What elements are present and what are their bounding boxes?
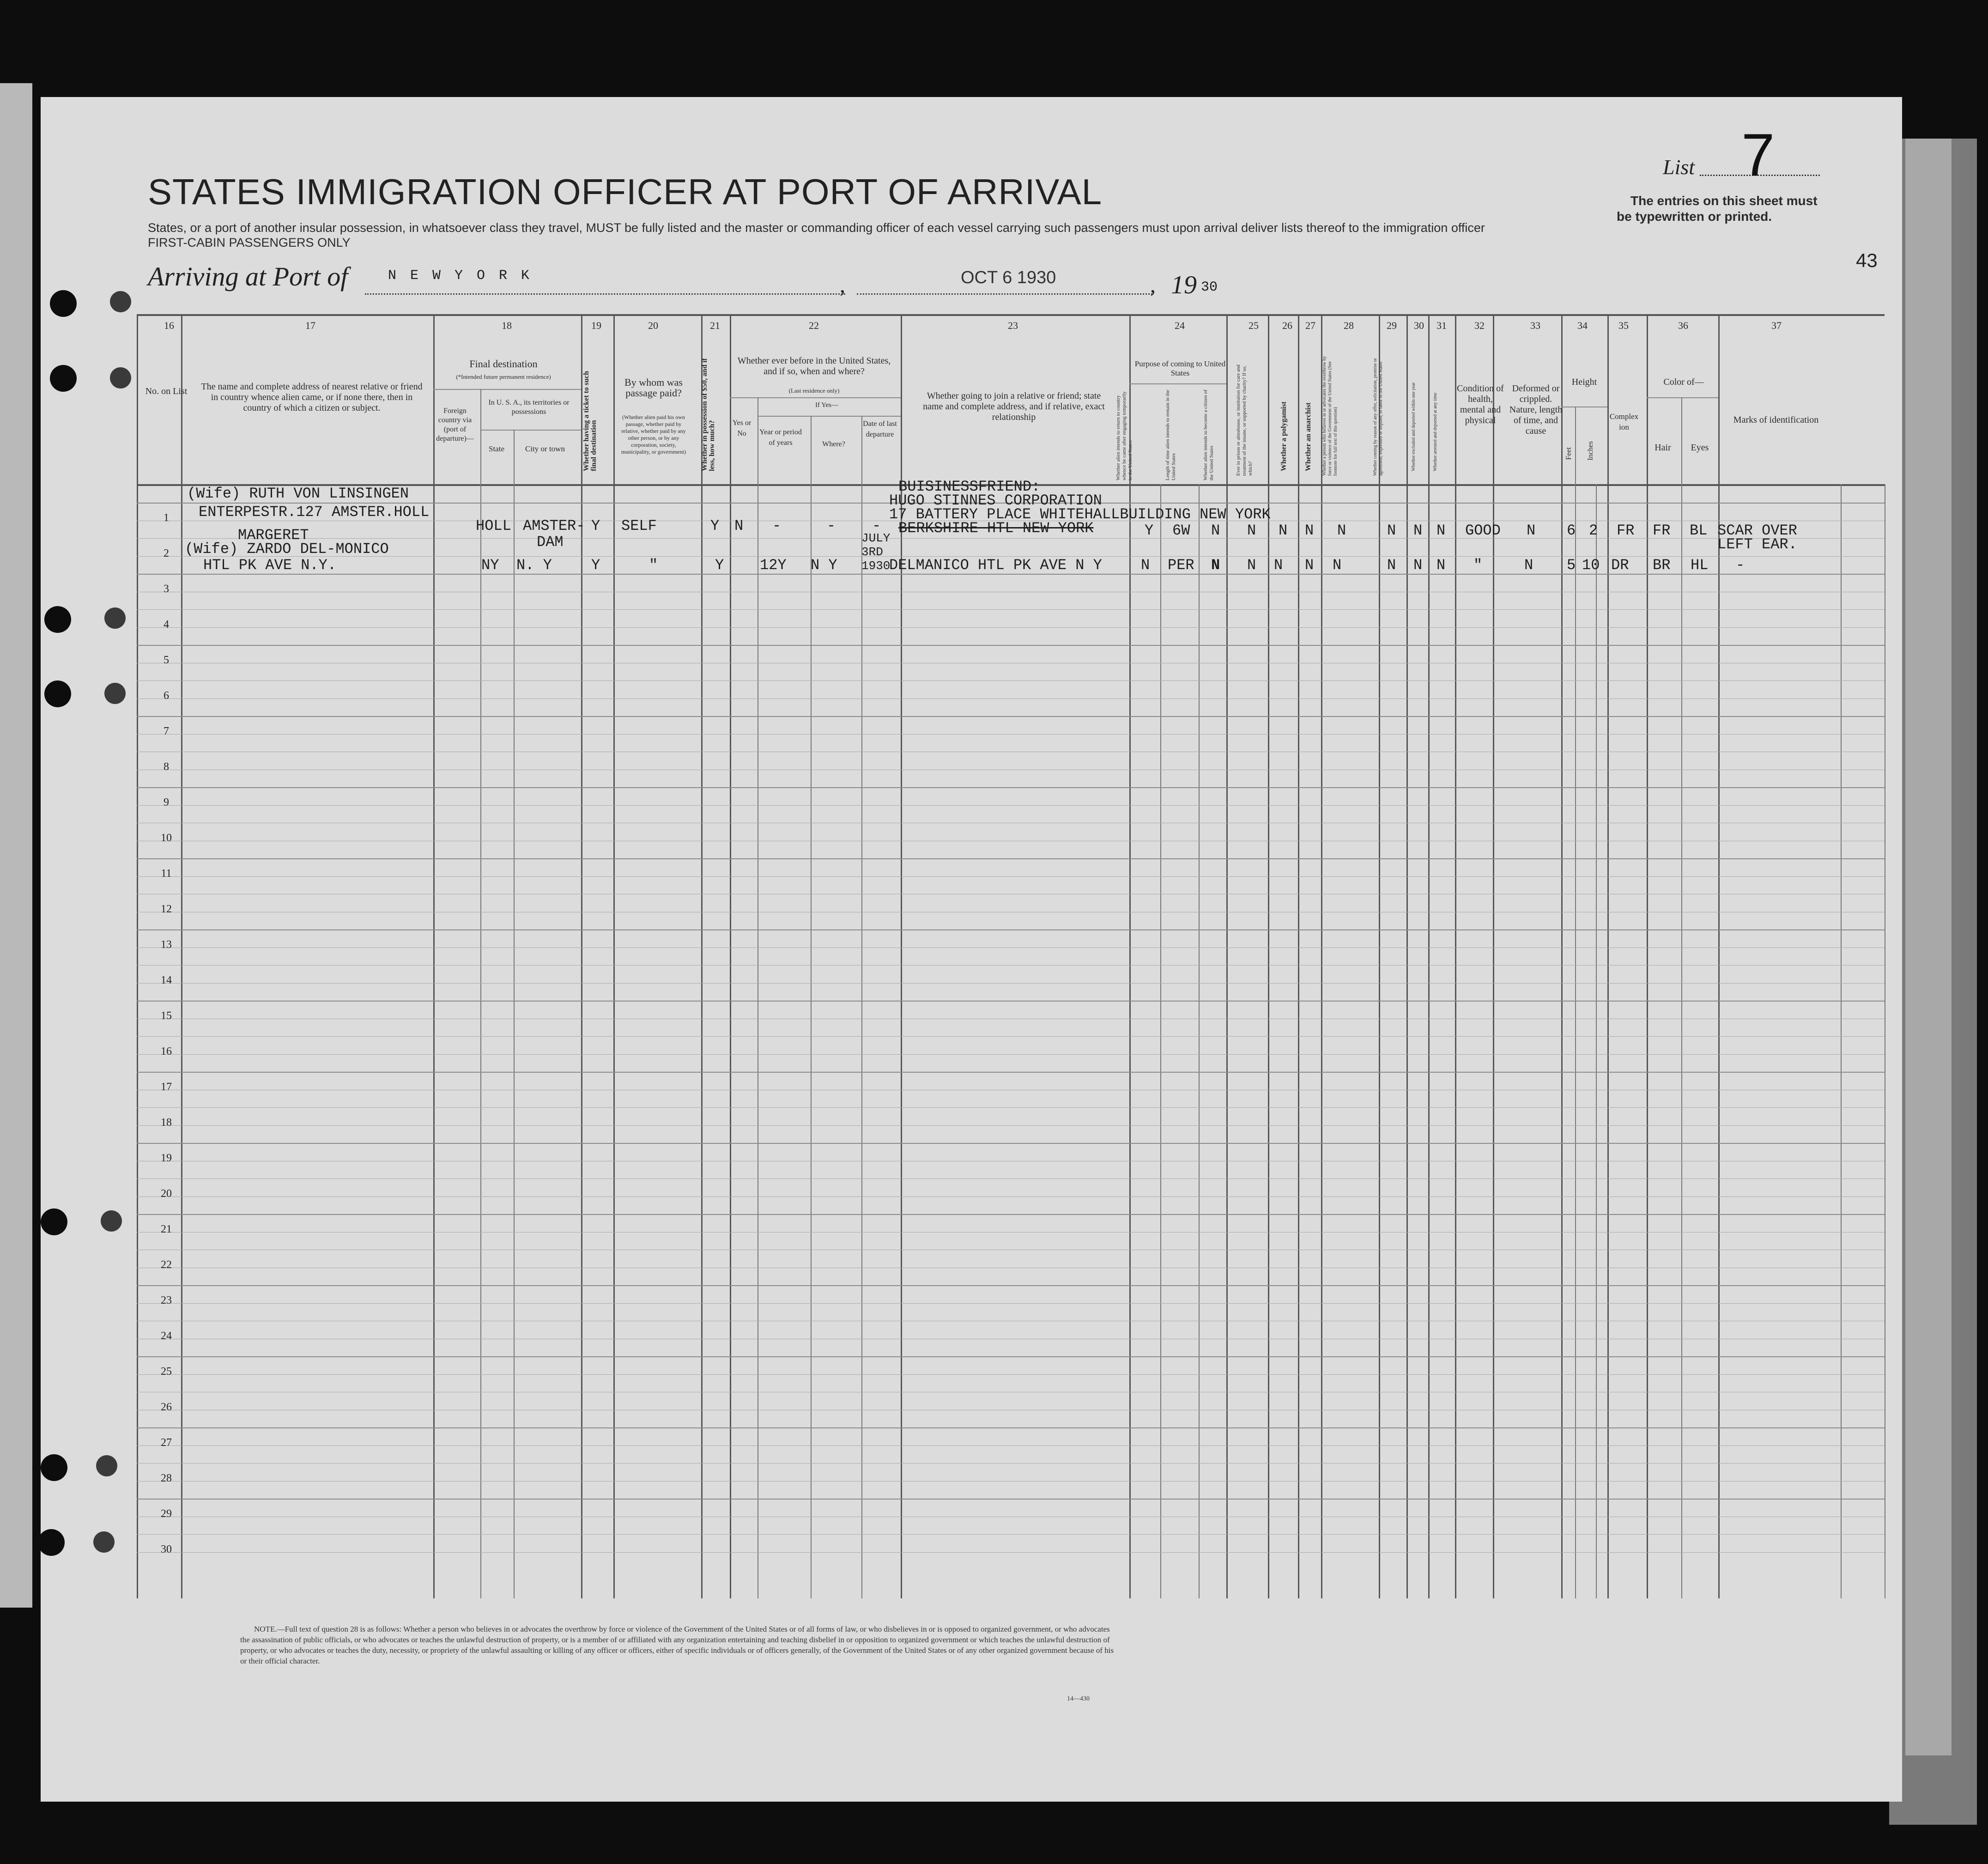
table-column-rule bbox=[181, 314, 182, 1598]
table-column-rule bbox=[1841, 484, 1842, 1598]
table-column-rule bbox=[1455, 314, 1456, 1598]
row-number: 6 bbox=[164, 690, 169, 702]
table-row-rule bbox=[137, 1214, 1885, 1215]
row-number: 27 bbox=[161, 1437, 172, 1449]
table-column-rule bbox=[1379, 314, 1380, 1598]
table-row-rule bbox=[137, 1427, 1885, 1428]
colnum-20: 20 bbox=[648, 320, 658, 331]
port-name: N E W Y O R K bbox=[388, 268, 533, 284]
binder-hole bbox=[41, 1454, 67, 1481]
table-half-rule bbox=[137, 1374, 1885, 1375]
row2-ticket: Y bbox=[591, 557, 600, 574]
list-label: List bbox=[1663, 155, 1695, 179]
row-number: 8 bbox=[164, 761, 169, 773]
table-row-rule bbox=[137, 1036, 1885, 1037]
header-ticket: Whether having a ticket to such final destination bbox=[582, 370, 598, 471]
row1-where: - bbox=[827, 517, 836, 534]
table-row-rule bbox=[137, 858, 1885, 859]
row1-prison: N bbox=[1247, 522, 1256, 539]
binder-hole bbox=[104, 607, 126, 629]
colnum-17: 17 bbox=[305, 320, 315, 331]
row-number: 29 bbox=[161, 1508, 172, 1520]
colnum-18: 18 bbox=[502, 320, 512, 331]
header-sub-divider bbox=[514, 430, 515, 484]
header-sub-divider bbox=[480, 389, 481, 484]
header-purpose: Purpose of coming to United States bbox=[1134, 359, 1226, 377]
table-row-rule bbox=[137, 1534, 1885, 1535]
row2-departure-year: 1930 bbox=[861, 559, 891, 573]
table-column-rule bbox=[1428, 314, 1430, 1598]
header-height: Height bbox=[1571, 377, 1597, 387]
row-number: 4 bbox=[164, 619, 169, 631]
year-label: 19 bbox=[1171, 271, 1197, 299]
row-number: 16 bbox=[161, 1045, 172, 1057]
row2-city: N. Y bbox=[516, 557, 552, 574]
header-sub-rule bbox=[433, 389, 581, 390]
binder-hole bbox=[38, 1529, 65, 1556]
header-complexion: Complexion bbox=[1609, 412, 1639, 431]
row1-anarchist: N bbox=[1305, 522, 1314, 539]
table-row-rule bbox=[137, 787, 1885, 788]
year-typed: 30 bbox=[1201, 279, 1218, 295]
header-sub-divider bbox=[1575, 407, 1576, 484]
binder-hole bbox=[44, 606, 71, 633]
table-row-rule bbox=[137, 1499, 1885, 1500]
header-state: State bbox=[489, 444, 504, 453]
header-sub-rule bbox=[480, 430, 581, 431]
header-ever-before-note: (Last residence only) bbox=[788, 387, 840, 394]
row2-city-cont: DAM bbox=[537, 534, 564, 551]
row1-last-departure: - bbox=[872, 517, 881, 534]
row2-join-line1: DELMANICO HTL PK AVE N Y bbox=[889, 557, 1102, 574]
row-number: 13 bbox=[161, 939, 172, 951]
date-dotted-line bbox=[857, 293, 1152, 295]
header-purpose-length: Length of time alien intends to remain in the United States bbox=[1165, 389, 1176, 480]
entries-note-line2: be typewritten or printed. bbox=[1617, 209, 1772, 224]
header-sub-rule bbox=[730, 397, 901, 398]
row2-complexion: DR bbox=[1611, 557, 1629, 574]
header-foreign-country: Foreign country via (port of departure)— bbox=[436, 407, 474, 443]
row-number: 20 bbox=[161, 1188, 172, 1200]
row2-deported: N bbox=[1436, 557, 1446, 574]
binder-hole bbox=[110, 367, 131, 389]
colnum-28: 28 bbox=[1344, 320, 1354, 331]
entries-note bbox=[1617, 193, 1818, 225]
binder-hole bbox=[50, 365, 77, 392]
header-health: Condition of health, mental and physical bbox=[1457, 383, 1504, 425]
table-column-rule bbox=[1321, 314, 1322, 1598]
colnum-22: 22 bbox=[809, 320, 819, 331]
row1-paid-by: SELF bbox=[621, 517, 657, 534]
header-going-to-join: Whether going to join a relative or friend; state name and complete address, and if relative, exact relationship bbox=[923, 391, 1105, 422]
table-half-rule bbox=[137, 876, 1885, 877]
row-number: 28 bbox=[161, 1472, 172, 1484]
table-column-rule bbox=[480, 484, 481, 1598]
table-column-rule bbox=[1493, 314, 1494, 1598]
row-number: 21 bbox=[161, 1223, 172, 1235]
binder-hole bbox=[101, 1210, 122, 1232]
table-half-rule bbox=[137, 1552, 1885, 1553]
arriving-label: Arriving at Port of bbox=[148, 261, 348, 291]
table-row-rule bbox=[137, 609, 1885, 610]
header-fifty-dollars: Whether in possession of $50, and if less, how much? bbox=[701, 358, 716, 471]
colnum-34: 34 bbox=[1577, 320, 1588, 331]
table-row-rule bbox=[137, 1356, 1885, 1357]
header-inches: Inches bbox=[1587, 441, 1594, 461]
row2-polygamist: N bbox=[1274, 557, 1283, 574]
row2-foreign-country: NY bbox=[481, 557, 499, 574]
row-number: 15 bbox=[161, 1010, 172, 1022]
row1-polygamist: N bbox=[1279, 522, 1288, 539]
colnum-25: 25 bbox=[1249, 320, 1259, 331]
header-final-destination-note: (*Intended future permanent residence) bbox=[456, 373, 551, 380]
table-column-rule bbox=[613, 314, 615, 1598]
header-passage-paid: By whom was passage paid? bbox=[624, 376, 683, 399]
header-eyes: Eyes bbox=[1691, 443, 1709, 453]
header-passage-paid-note: (Whether alien paid his own passage, whether paid by relative, whether paid by any other person, or by any corporation, society, municipality, or government) bbox=[621, 414, 686, 455]
row1-deported: N bbox=[1436, 522, 1446, 539]
row1-purpose-citizen: N bbox=[1211, 522, 1220, 539]
row2-relative-line1: (Wife) ZARDO DEL-MONICO bbox=[185, 540, 389, 558]
row-number: 5 bbox=[164, 654, 169, 666]
header-usa: In U. S. A., its territories or possessions bbox=[488, 399, 570, 416]
header-sub-divider bbox=[1681, 397, 1682, 484]
comma: , bbox=[840, 273, 845, 298]
row1-join-line1: BUISINESSFRIEND: bbox=[898, 478, 1041, 495]
colnum-21: 21 bbox=[710, 320, 720, 331]
colnum-26: 26 bbox=[1282, 320, 1292, 331]
row-number: 24 bbox=[161, 1330, 172, 1342]
header-anarchist: Whether an anarchist bbox=[1304, 402, 1312, 471]
header-marks: Marks of identification bbox=[1733, 415, 1819, 425]
table-half-rule bbox=[137, 627, 1885, 628]
row2-overthrow: N bbox=[1333, 557, 1342, 574]
adjacent-page-right-edge bbox=[1905, 139, 1952, 1755]
table-row-rule bbox=[137, 1285, 1885, 1286]
row2-anarchist: N bbox=[1305, 557, 1314, 574]
header-hair: Hair bbox=[1655, 443, 1671, 453]
row-number: 12 bbox=[161, 903, 172, 915]
row1-hair: FR bbox=[1653, 522, 1671, 539]
header-list-number: No. on List bbox=[145, 386, 188, 396]
table-column-rule bbox=[1406, 314, 1408, 1598]
row1-join-line4: BERKSHIRE HTL NEW YORK bbox=[898, 520, 1094, 537]
row1-excluded: N bbox=[1413, 522, 1423, 539]
colnum-33: 33 bbox=[1530, 320, 1540, 331]
table-half-rule bbox=[137, 698, 1885, 699]
header-sub-divider bbox=[811, 416, 812, 484]
header-labor: Whether coming by reason of any offer, solicitation, promise or agreement, expressed or implied, to labor in the United States bbox=[1373, 358, 1383, 476]
row-number: 2 bbox=[164, 547, 169, 559]
header-yes-no: Yes or No bbox=[732, 419, 752, 437]
table-row-rule bbox=[137, 1072, 1885, 1073]
header-sub-rule bbox=[758, 416, 901, 417]
row1-marks-cont: LEFT EAR. bbox=[1717, 536, 1797, 553]
form-number: 14—430 bbox=[1067, 1695, 1090, 1702]
row1-join-line3: 17 BATTERY PLACE WHITEHALLBUILDING NEW YORK bbox=[889, 506, 1271, 523]
table-column-rule bbox=[433, 314, 435, 1598]
row-number: 25 bbox=[161, 1366, 172, 1378]
adjacent-page-left bbox=[0, 83, 32, 1608]
colnum-29: 29 bbox=[1387, 320, 1397, 331]
binder-hole bbox=[104, 683, 126, 704]
row2-paid-by: " bbox=[649, 557, 658, 574]
entries-note-line1: The entries on this sheet must bbox=[1630, 194, 1818, 208]
row-number: 10 bbox=[161, 832, 172, 844]
header-city: City or town bbox=[525, 444, 565, 453]
table-half-rule bbox=[137, 1445, 1885, 1446]
table-row-rule bbox=[137, 1143, 1885, 1144]
row-number: 7 bbox=[164, 725, 169, 737]
table-column-rule bbox=[1647, 314, 1648, 1598]
row-number: 9 bbox=[164, 796, 169, 808]
row-number: 11 bbox=[161, 868, 172, 880]
row2-inches: 10 bbox=[1582, 557, 1600, 574]
table-row-rule bbox=[137, 1001, 1885, 1002]
colnum-31: 31 bbox=[1436, 320, 1447, 331]
list-number: 7 bbox=[1741, 121, 1775, 188]
row1-feet: 6 bbox=[1567, 522, 1576, 539]
row-number: 30 bbox=[161, 1543, 172, 1555]
header-sub-rule bbox=[1129, 383, 1226, 384]
header-if-yes: If Yes— bbox=[815, 401, 838, 409]
port-dotted-line bbox=[365, 293, 845, 295]
row2-marks: - bbox=[1736, 557, 1745, 574]
table-column-rule bbox=[1575, 484, 1576, 1598]
row-number: 17 bbox=[161, 1081, 172, 1093]
row2-period: 12Y bbox=[760, 557, 787, 574]
row-number: 22 bbox=[161, 1259, 172, 1271]
table-column-rule bbox=[811, 484, 812, 1598]
row1-purpose-length: 6W bbox=[1172, 522, 1190, 539]
table-half-rule bbox=[137, 1196, 1885, 1197]
form-class-label: FIRST-CABIN PASSENGERS ONLY bbox=[148, 236, 351, 249]
colnum-36: 36 bbox=[1678, 320, 1688, 331]
table-column-rule bbox=[1718, 314, 1720, 1598]
comma: , bbox=[1150, 273, 1156, 298]
row2-where: N Y bbox=[811, 557, 837, 574]
row2-purpose-citizen: N bbox=[1211, 557, 1220, 574]
table-column-rule bbox=[1160, 484, 1161, 1598]
table-half-rule bbox=[137, 805, 1885, 806]
row2-health: " bbox=[1473, 557, 1483, 574]
header-ever-before: Whether ever before in the United States, and if so, when and where? bbox=[737, 356, 891, 376]
row2-feet: 5 bbox=[1567, 557, 1576, 574]
table-half-rule bbox=[137, 1303, 1885, 1304]
row2-labor: N bbox=[1387, 557, 1396, 574]
row-number: 14 bbox=[161, 974, 172, 986]
table-row-rule bbox=[137, 1107, 1885, 1108]
row2-departure-month: JULY bbox=[861, 531, 891, 545]
row-number: 26 bbox=[161, 1401, 172, 1413]
table-column-rule bbox=[1561, 314, 1563, 1598]
row1-overthrow: N bbox=[1337, 522, 1346, 539]
row1-period: - bbox=[772, 517, 782, 534]
row1-purpose-return: Y bbox=[1145, 522, 1154, 539]
form-subtitle: States, or a port of another insular possession, in whatsoever class they travel, MUST be fully listed and the master or commanding officer of each vessel carrying such passengers must upon arrival deliver lists thereof to the immigration officer bbox=[148, 221, 1485, 235]
colnum-37: 37 bbox=[1771, 320, 1782, 331]
table-half-rule bbox=[137, 734, 1885, 735]
table-column-rule bbox=[861, 484, 862, 1598]
table-half-rule bbox=[137, 983, 1885, 984]
header-deported: Whether arrested and deported at any time bbox=[1433, 393, 1438, 471]
header-prison: Ever in prison or almshouse, or institution for care and treatment of the insane, or supported by charity? If so, which? bbox=[1236, 364, 1253, 476]
row1-been-before: N bbox=[734, 517, 744, 534]
row2-purpose-return: N bbox=[1141, 557, 1150, 574]
table-row-rule bbox=[137, 680, 1885, 681]
table-row-rule bbox=[137, 929, 1885, 930]
table-row-rule bbox=[137, 645, 1885, 646]
header-color-of: Color of— bbox=[1663, 377, 1704, 387]
binder-hole bbox=[41, 1208, 67, 1235]
row1-join-line2: HUGO STINNES CORPORATION bbox=[889, 492, 1102, 509]
table-column-rule bbox=[514, 484, 515, 1598]
row1-eyes: BL bbox=[1690, 522, 1708, 539]
table-column-rule bbox=[137, 314, 138, 1598]
row1-has-50: Y bbox=[710, 517, 720, 534]
header-year-period: Year or period of years bbox=[759, 428, 802, 447]
colnum-35: 35 bbox=[1618, 320, 1629, 331]
row2-departure-day: 3RD bbox=[861, 545, 883, 559]
header-where: Where? bbox=[822, 440, 845, 448]
colnum-23: 23 bbox=[1008, 320, 1018, 331]
row-number: 23 bbox=[161, 1294, 172, 1306]
row2-purpose-length: PER bbox=[1168, 557, 1194, 574]
row2-eyes: HL bbox=[1691, 557, 1709, 574]
row2-has-50: Y bbox=[715, 557, 724, 574]
header-polygamist: Whether a polygamist bbox=[1280, 401, 1288, 471]
table-column-rule bbox=[1298, 314, 1299, 1598]
binder-hole bbox=[50, 290, 77, 317]
row1-deformed: N bbox=[1527, 522, 1536, 539]
table-column-rule bbox=[1681, 484, 1682, 1598]
row2-excluded: N bbox=[1413, 557, 1423, 574]
binder-hole bbox=[44, 680, 71, 707]
colnum-19: 19 bbox=[591, 320, 601, 331]
row1-relative-line1: (Wife) RUTH VON LINSINGEN bbox=[187, 485, 409, 502]
row1-foreign-country: HOLL bbox=[476, 517, 511, 534]
header-relative-address: The name and complete address of nearest relative or friend in country whence alien came, or if none there, then in country of which a citizen or subject. bbox=[201, 382, 423, 413]
binder-hole bbox=[110, 291, 131, 312]
colnum-32: 32 bbox=[1474, 320, 1485, 331]
colnum-24: 24 bbox=[1175, 320, 1185, 331]
table-column-rule bbox=[730, 314, 731, 1598]
row1-health: GOOD bbox=[1465, 522, 1501, 539]
table-row-rule bbox=[137, 574, 1885, 575]
table-column-rule bbox=[1199, 484, 1200, 1598]
row2-relative-line2: HTL PK AVE N.Y. bbox=[203, 557, 337, 574]
binder-hole bbox=[93, 1531, 115, 1553]
header-overthrow: Whether a person who believes in or advocates the overthrow by force or violence of the Government of the United States (See footnote for full text of this question) bbox=[1322, 356, 1338, 476]
header-final-destination: Final destination bbox=[469, 358, 538, 370]
form-title: STATES IMMIGRATION OFFICER AT PORT OF ARRIVAL bbox=[148, 171, 1103, 212]
page-number: 43 bbox=[1856, 249, 1878, 271]
row1-complexion: FR bbox=[1617, 522, 1635, 539]
row2-relative-firstname: MARGERET bbox=[238, 527, 309, 544]
table-half-rule bbox=[137, 1125, 1885, 1126]
table-row-rule bbox=[137, 716, 1885, 717]
header-date-departure: Date of last departure bbox=[863, 420, 897, 438]
table-half-rule bbox=[137, 1054, 1885, 1055]
colnum-16: 16 bbox=[164, 320, 174, 331]
row-number: 3 bbox=[164, 583, 169, 595]
table-top-rule bbox=[137, 314, 1885, 316]
row2-deformed: N bbox=[1524, 557, 1533, 574]
table-half-rule bbox=[137, 947, 1885, 948]
header-purpose-return: Whether alien intends to return to country whence he came after engaging temporarily in the United States bbox=[1115, 391, 1133, 480]
table-half-rule bbox=[137, 1232, 1885, 1233]
header-sub-rule bbox=[1647, 397, 1718, 398]
date-stamp: OCT 6 1930 bbox=[961, 268, 1056, 287]
row1-relative-line2: ENTERPESTR.127 AMSTER.HOLL bbox=[199, 504, 430, 521]
table-column-rule bbox=[1607, 314, 1609, 1598]
table-row-rule bbox=[137, 1178, 1885, 1179]
row2-hair: BR bbox=[1653, 557, 1671, 574]
binder-hole bbox=[96, 1455, 117, 1476]
header-feet: Feet bbox=[1565, 447, 1573, 460]
manifest-sheet bbox=[41, 97, 1902, 1802]
table-column-rule bbox=[701, 314, 703, 1598]
row-number: 1 bbox=[164, 512, 169, 524]
row-number: 18 bbox=[161, 1117, 172, 1129]
row1-labor: N bbox=[1387, 522, 1396, 539]
row-number: 19 bbox=[161, 1152, 172, 1164]
header-excluded: Whether excluded and deported within one year bbox=[1411, 382, 1416, 471]
row1-ticket: Y bbox=[591, 517, 600, 534]
row1-marks: SCAR OVER bbox=[1717, 522, 1797, 539]
table-column-rule bbox=[581, 314, 582, 1598]
header-purpose-citizen: Whether alien intends to become a citizen of the United States bbox=[1203, 389, 1214, 480]
table-column-rule bbox=[1596, 484, 1597, 1598]
row2-prison: N bbox=[1247, 557, 1256, 574]
row1-city: AMSTER- bbox=[523, 517, 585, 534]
colnum-27: 27 bbox=[1305, 320, 1315, 331]
footnote: NOTE.—Full text of question 28 is as follows: Whether a person who believes in or advocates the overthrow by force or violence of the Government of the United States or of all forms of law, or who disbelieves in or is opposed to organized government, or who advocates the assassination of public officials, or who advocates or teaches the unlawful destruction of property, or is a member of or affiliated with any organization entertaining and teaching disbelief in or opposition to organized government or which teaches the unlawful destruction of property, or who advocates or teaches the duty, necessity, or propriety of the unlawful assaulting or killing of any officer or officers, either of specific individuals or of officers generally, of the Government of the United States or of any other organized government because of his or their official character. bbox=[240, 1625, 1114, 1665]
colnum-30: 30 bbox=[1414, 320, 1424, 331]
row1-inches: 2 bbox=[1589, 522, 1598, 539]
header-deformed: Deformed or crippled. Nature, length of time, and cause bbox=[1509, 383, 1563, 436]
